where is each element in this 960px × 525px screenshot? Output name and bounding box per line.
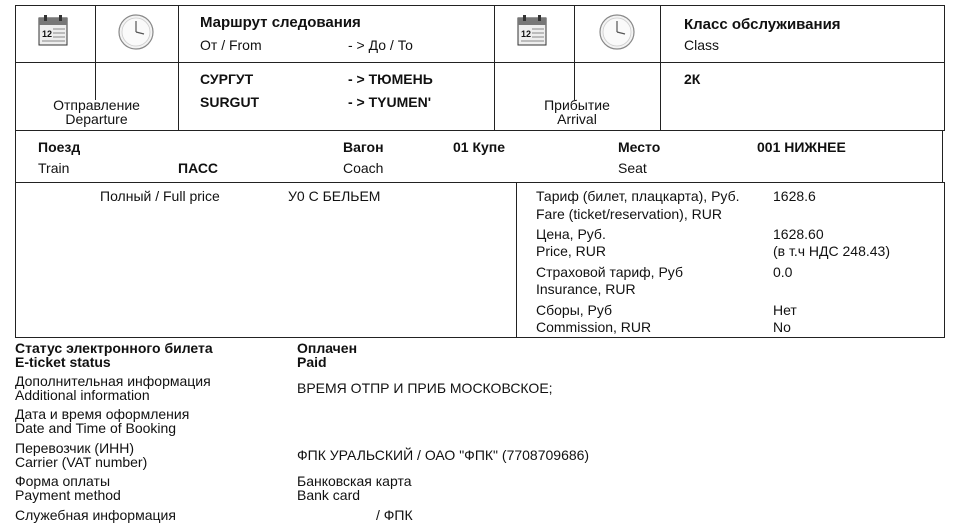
- fare-type: Полный / Full price: [100, 188, 220, 204]
- col-divider-4: [574, 5, 575, 100]
- col-divider-5: [660, 5, 661, 131]
- train-block-bottom-line: [15, 182, 945, 183]
- price-block-mid-line: [516, 182, 517, 338]
- insurance-label-en: Insurance, RUR: [536, 281, 636, 297]
- payment-value-ru: Банковская карта: [297, 473, 412, 489]
- arrival-label-ru: Прибытие: [544, 97, 610, 113]
- commission-label-en: Commission, RUR: [536, 319, 652, 335]
- status-label-en: E-ticket status: [15, 354, 111, 370]
- price-label-en: Price, RUR: [536, 243, 607, 259]
- seat-value: 001 НИЖНЕЕ: [757, 139, 846, 155]
- col-divider-2: [178, 5, 179, 131]
- clock-icon: [117, 13, 155, 51]
- payment-label-en: Payment method: [15, 487, 121, 503]
- col-divider-1: [95, 5, 96, 100]
- payment-value-en: Bank card: [297, 487, 361, 503]
- route-from-en: SURGUT: [200, 94, 260, 110]
- class-sub: Class: [684, 37, 720, 53]
- route-to-label: - > До / То: [348, 37, 413, 53]
- frame-right-line: [944, 5, 945, 131]
- price-block-left-line: [15, 182, 16, 338]
- coach-label-en: Coach: [343, 160, 384, 176]
- status-label-ru: Статус электронного билета: [15, 340, 213, 356]
- class-value: 2К: [684, 71, 701, 87]
- additional-label-ru: Дополнительная информация: [15, 373, 211, 389]
- service-info-value: / ФПК: [376, 507, 413, 523]
- calendar-day: 12: [42, 29, 53, 39]
- carrier-value: ФПК УРАЛЬСКИЙ / ОАО "ФПК" (7708709686): [297, 447, 590, 463]
- header-mid-line: [15, 62, 945, 63]
- departure-label-en: Departure: [65, 111, 128, 127]
- booking-label-ru: Дата и время оформления: [15, 406, 190, 422]
- carrier-label-ru: Перевозчик (ИНН): [15, 440, 135, 456]
- calendar-icon: [517, 14, 547, 46]
- carrier-label-en: Carrier (VAT number): [15, 454, 148, 470]
- route-from-ru: СУРГУТ: [200, 71, 254, 87]
- price-value: 1628.60: [773, 226, 824, 242]
- route-to-ru: - > ТЮМЕНЬ: [348, 71, 433, 87]
- coach-label-ru: Вагон: [343, 139, 384, 155]
- service-type: У0 С БЕЛЬЕМ: [288, 188, 381, 204]
- additional-label-en: Additional information: [15, 387, 150, 403]
- train-label-ru: Поезд: [38, 139, 81, 155]
- seat-label-ru: Место: [618, 139, 661, 155]
- header-bottom-line: [15, 130, 945, 131]
- fare-label-ru: Тариф (билет, плацкарта), Руб.: [536, 188, 740, 204]
- train-block-left-line: [15, 130, 16, 183]
- status-value-en: Paid: [297, 354, 327, 370]
- calendar-day: 12: [521, 29, 532, 39]
- booking-label-en: Date and Time of Booking: [15, 420, 177, 436]
- route-to-en: - > TYUMEN': [348, 94, 432, 110]
- price-block-right-line: [944, 182, 945, 338]
- calendar-icon: [38, 14, 68, 46]
- vat-value: (в т.ч НДС 248.43): [773, 243, 890, 259]
- insurance-label-ru: Страховой тариф, Руб: [536, 264, 683, 280]
- train-label-en: Train: [38, 160, 70, 176]
- route-from-label: От / From: [200, 37, 262, 53]
- seat-label-en: Seat: [618, 160, 647, 176]
- clock-icon: [598, 13, 636, 51]
- fare-value: 1628.6: [773, 188, 816, 204]
- status-value-ru: Оплачен: [297, 340, 358, 356]
- fare-label-en: Fare (ticket/reservation), RUR: [536, 206, 722, 222]
- insurance-value: 0.0: [773, 264, 793, 280]
- train-block-right-line: [942, 130, 943, 183]
- service-info-label: Служебная информация: [15, 507, 176, 523]
- commission-value-en: No: [773, 319, 791, 335]
- commission-label-ru: Сборы, Руб: [536, 302, 613, 318]
- train-value: ПАСС: [178, 160, 219, 176]
- price-label-ru: Цена, Руб.: [536, 226, 606, 242]
- arrival-label-en: Arrival: [557, 111, 597, 127]
- commission-value-ru: Нет: [773, 302, 797, 318]
- payment-label-ru: Форма оплаты: [15, 473, 111, 489]
- coach-value: 01 Купе: [453, 139, 506, 155]
- frame-top-line: [15, 5, 945, 6]
- route-title: Маршрут следования: [200, 14, 361, 31]
- additional-value: ВРЕМЯ ОТПР И ПРИБ МОСКОВСКОЕ;: [297, 380, 553, 396]
- price-block-bottom-line: [15, 337, 945, 338]
- departure-label-ru: Отправление: [53, 97, 140, 113]
- class-title: Класс обслуживания: [684, 16, 841, 33]
